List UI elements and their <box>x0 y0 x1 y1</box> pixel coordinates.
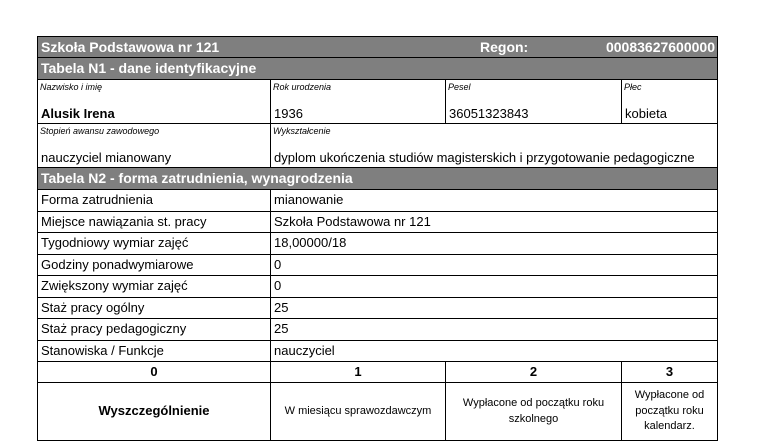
employment-value: 0 <box>274 278 282 293</box>
regon-label: Regon: <box>480 39 529 55</box>
sex-label: Płec <box>624 82 642 92</box>
education-cell <box>271 124 717 167</box>
sex-value: kobieta <box>625 106 667 121</box>
pesel-label: Pesel <box>448 82 471 92</box>
employment-label: Staż pracy ogólny <box>38 298 271 319</box>
section-n2-title: Tabela N2 - forma zatrudnienia, wynagrodzenia <box>41 170 353 186</box>
name-cell <box>38 80 271 123</box>
sex-cell <box>622 80 717 123</box>
pesel-cell <box>446 80 622 123</box>
section-n1-title: Tabela N1 - dane identyfikacyjne <box>41 60 257 76</box>
employment-value: 25 <box>274 299 289 315</box>
employment-value: 25 <box>274 321 289 336</box>
section-n2-header <box>38 168 717 190</box>
degree-cell <box>38 124 271 167</box>
column-header-row <box>38 383 717 441</box>
degree-value: nauczyciel mianowany <box>41 150 172 165</box>
identity-row-1 <box>38 80 717 124</box>
report-sheet <box>37 36 718 441</box>
pesel-value: 36051323843 <box>449 106 529 121</box>
column-number: 3 <box>665 364 674 379</box>
employment-value: nauczyciel <box>274 342 335 358</box>
column-header: Wypłacone od początku roku szkolnego <box>446 383 622 440</box>
regon-value: 00083627600000 <box>605 39 715 55</box>
employment-value: 18,00000/18 <box>274 235 347 250</box>
employment-row <box>38 319 717 341</box>
employment-row <box>38 233 717 255</box>
column-header: Wypłacone od początku roku kalendarz. <box>634 388 705 433</box>
employment-label: Stanowiska / Funkcje <box>38 341 271 362</box>
degree-label: Stopień awansu zawodowego <box>40 126 160 136</box>
column-header: W miesiącu sprawozdawczym <box>271 383 446 440</box>
employment-label: Zwiększony wymiar zajęć <box>38 276 271 297</box>
education-value: dyplom ukończenia studiów magisterskich i przygotowanie pedagogiczne <box>274 150 695 165</box>
employment-row <box>38 276 717 298</box>
employment-label: Miejsce nawiązania st. pracy <box>38 212 271 233</box>
employment-value: 0 <box>274 256 282 272</box>
section-n1-header <box>38 58 717 80</box>
employment-row <box>38 190 717 212</box>
column-header: Wyszczególnienie <box>38 383 271 440</box>
employment-label: Forma zatrudnienia <box>38 190 271 211</box>
birth-value: 1936 <box>274 106 303 121</box>
column-number: 2 <box>446 362 622 382</box>
birth-cell <box>271 80 446 123</box>
employment-row <box>38 298 717 320</box>
employment-label: Tygodniowy wymiar zajęć <box>38 233 271 254</box>
column-number: 0 <box>38 362 271 382</box>
employment-value: mianowanie <box>274 192 344 207</box>
employment-value: Szkoła Podstawowa nr 121 <box>274 213 431 229</box>
employment-row <box>38 212 717 234</box>
column-number: 1 <box>271 362 446 382</box>
employment-label: Godziny ponadwymiarowe <box>38 255 271 276</box>
school-name: Szkoła Podstawowa nr 121 <box>41 39 220 55</box>
name-label: Nazwisko i imię <box>40 82 103 92</box>
identity-row-2 <box>38 124 717 168</box>
employment-row <box>38 341 717 363</box>
name-value: Alusik Irena <box>41 106 115 121</box>
report-header <box>38 36 717 58</box>
education-label: Wykształcenie <box>273 126 331 136</box>
birth-label: Rok urodzenia <box>273 82 332 92</box>
column-number-row <box>38 362 717 383</box>
employment-row <box>38 255 717 277</box>
employment-label: Staż pracy pedagogiczny <box>38 319 271 340</box>
